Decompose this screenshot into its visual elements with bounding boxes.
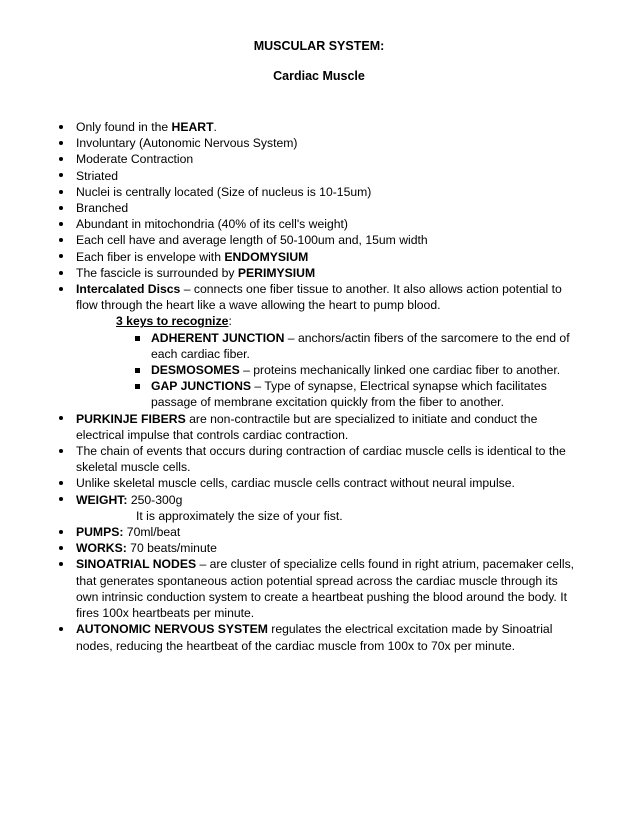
bullet-icon	[56, 281, 66, 297]
bullet-icon	[56, 492, 66, 508]
bullet-icon	[56, 621, 66, 637]
bullet-icon	[56, 119, 66, 135]
bullet-icon	[56, 540, 66, 556]
bullet-icon	[56, 249, 66, 265]
keys-sublist	[76, 330, 576, 411]
list-item: Unlike skeletal muscle cells, cardiac muscle cells contract without neural impulse.	[56, 475, 576, 491]
list-item: Only found in the HEART.	[56, 119, 576, 135]
square-bullet-icon	[135, 368, 140, 373]
list-item: SINOATRIAL NODES – are cluster of specialize cells found in right atrium, pacemaker cells, that generates spontaneous action potential spread across the cardiac muscle through its own intrinsic conduction system to create a heartbeat pushing the blood around the body. It fires 100x heartbeats per minute.	[56, 556, 576, 621]
bullet-list	[56, 119, 576, 654]
list-item: WORKS: 70 beats/minute	[56, 540, 576, 556]
list-item: Involuntary (Autonomic Nervous System)	[56, 135, 576, 151]
list-item: Each fiber is envelope with ENDOMYSIUM	[56, 249, 576, 265]
list-item: PUMPS: 70ml/beat	[56, 524, 576, 540]
square-bullet-icon	[135, 336, 140, 341]
bullet-icon	[56, 135, 66, 151]
bullet-icon	[56, 232, 66, 248]
list-item: PURKINJE FIBERS are non-contractile but are specialized to initiate and conduct the electrical impulse that controls cardiac contraction.	[56, 411, 576, 443]
list-item: Nuclei is centrally located (Size of nucleus is 10-15um)	[56, 184, 576, 200]
list-item: Intercalated Discs – connects one fiber tissue to another. It also allows action potential to flow through the heart like a wave allowing the heart to pump blood. 3 keys to recognize: ADHERENT JUNCTION – anchors/actin fibers of the sarcomere to the end of each cardiac fiber. DESMOSOMES – proteins mechanically linked one cardiac fiber to another. GAP JUNCTIONS – Type of synapse, Electrical synapse which facilitates passage of membrane excitation quickly from the fiber to another.	[56, 281, 576, 411]
square-bullet-icon	[135, 384, 140, 389]
weight-note: It is approximately the size of your fist.	[136, 508, 343, 523]
sublist-item: ADHERENT JUNCTION – anchors/actin fibers of the sarcomere to the end of each cardiac fiber.	[76, 330, 576, 362]
list-item: Moderate Contraction	[56, 151, 576, 167]
sublist-item: DESMOSOMES – proteins mechanically linked one cardiac fiber to another.	[76, 362, 576, 378]
page-subtitle: Cardiac Muscle	[273, 69, 365, 83]
bullet-icon	[56, 265, 66, 281]
sublist-item: GAP JUNCTIONS – Type of synapse, Electrical synapse which facilitates passage of membrane excitation quickly from the fiber to another.	[76, 378, 576, 410]
bullet-icon	[56, 556, 66, 572]
bullet-icon	[56, 151, 66, 167]
list-item: Striated	[56, 168, 576, 184]
list-item: Each cell have and average length of 50-100um and, 15um width	[56, 232, 576, 248]
bullet-icon	[56, 443, 66, 459]
bullet-icon	[56, 184, 66, 200]
bullet-icon	[56, 200, 66, 216]
list-item: The chain of events that occurs during contraction of cardiac muscle cells is identical to the skeletal muscle cells.	[56, 443, 576, 475]
bullet-icon	[56, 524, 66, 540]
page-title: MUSCULAR SYSTEM:	[253, 39, 385, 53]
list-item: Branched	[56, 200, 576, 216]
list-item: The fascicle is surrounded by PERIMYSIUM	[56, 265, 576, 281]
list-item: WEIGHT: 250-300g It is approximately the size of your fist.	[56, 492, 576, 524]
list-item: Abundant in mitochondria (40% of its cell's weight)	[56, 216, 576, 232]
bullet-icon	[56, 475, 66, 491]
bullet-icon	[56, 216, 66, 232]
bullet-icon	[56, 411, 66, 427]
keys-heading: 3 keys to recognize:	[116, 314, 232, 329]
bullet-icon	[56, 168, 66, 184]
list-item: AUTONOMIC NERVOUS SYSTEM regulates the electrical excitation made by Sinoatrial nodes, reducing the heartbeat of the cardiac muscle from 100x to 70x per minute.	[56, 621, 576, 653]
